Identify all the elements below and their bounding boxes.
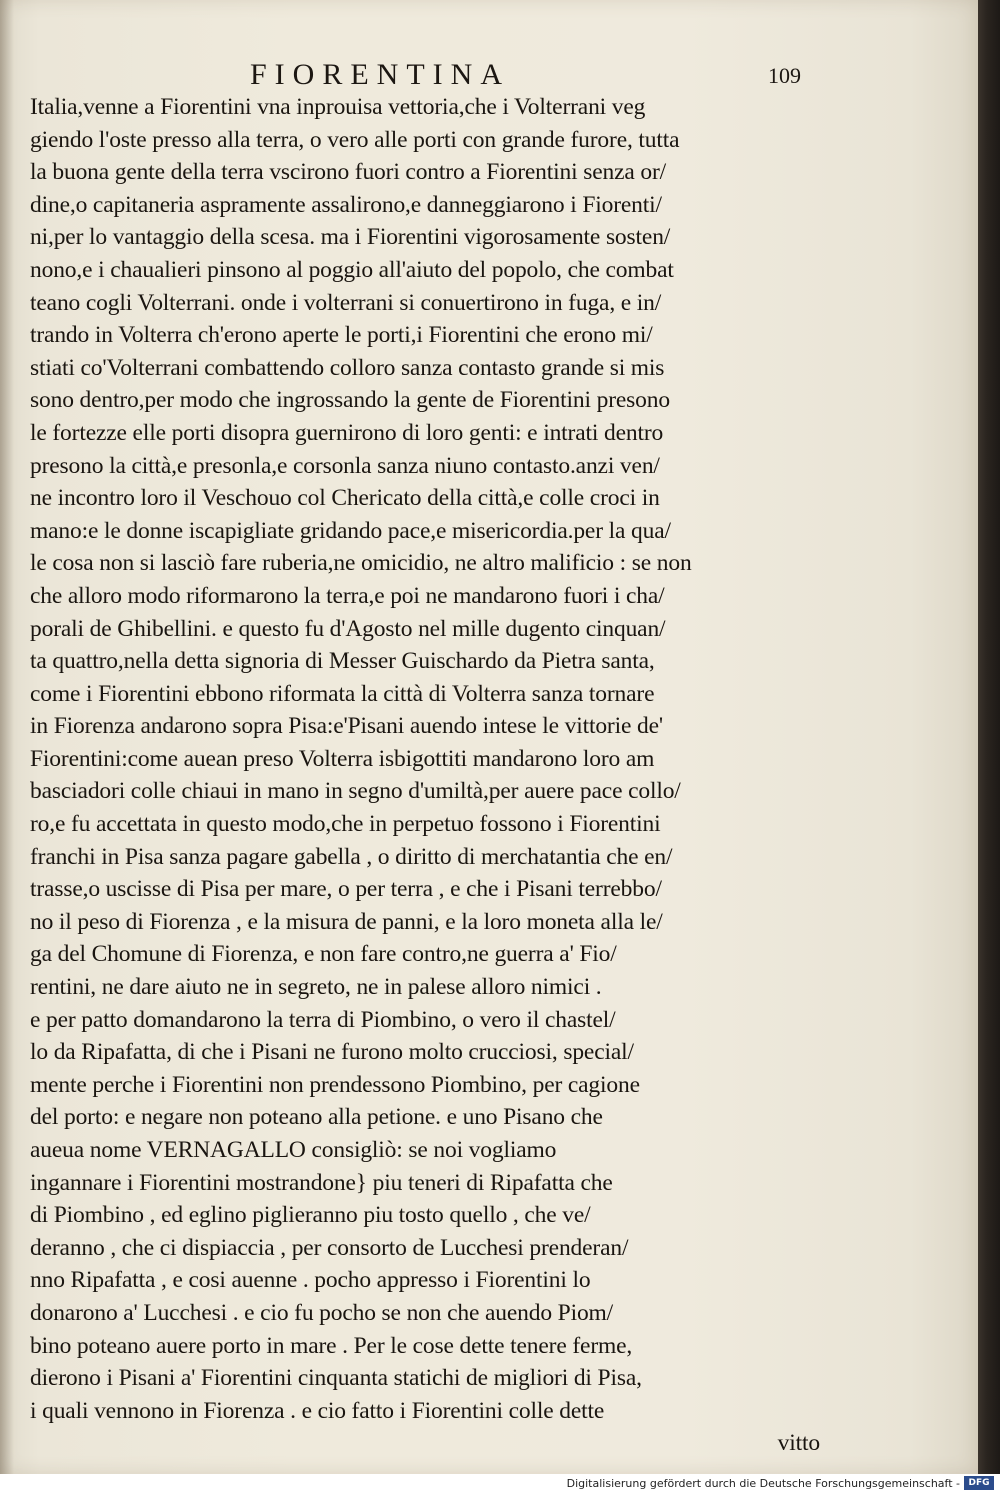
text-line: mano:e le donne iscapigliate gridando pace,e misericordia.per la qua/ (30, 517, 671, 544)
text-line: nno Ripafatta , e cosi auenne . pocho appresso i Fiorentini lo (30, 1267, 591, 1294)
text-line: ta quattro,nella detta signoria di Messer Guischardo da Pietra santa, (30, 648, 655, 675)
text-line: ingannare i Fiorentini mostrandone} piu teneri di Ripafatta che (30, 1169, 613, 1196)
text-line: donarono a' Lucchesi . e cio fu pocho se non che auendo Piom/ (30, 1299, 614, 1326)
text-line: franchi in Pisa sanza pagare gabella , o diritto di merchatantia che en/ (30, 843, 673, 870)
text-line: presono la città,e presonla,e corsonla sanza niuno contasto.anzi ven/ (30, 452, 660, 479)
text-line: no il peso di Fiorenza , e la misura de panni, e la loro moneta alla le/ (30, 908, 663, 935)
gutter-shadow (0, 0, 14, 1474)
page-number: 109 (768, 63, 801, 88)
running-head: FIORENTINA (250, 58, 510, 91)
text-line: basciadori colle chiaui in mano in segno d'umiltà,per auere pace collo/ (30, 778, 681, 805)
text-line: di Piombino , ed eglino piglieranno piu tosto quello , che ve/ (30, 1202, 591, 1229)
text-line: bino poteano auere porto in mare . Per le cose dette tenere ferme, (30, 1332, 633, 1359)
text-line: dierono i Pisani a' Fiorentini cinquanta statichi de migliori di Pisa, (30, 1365, 642, 1392)
text-line: le cosa non si lasciò fare ruberia,ne omicidio, ne altro malificio : se non (30, 550, 692, 577)
text-line: Fiorentini:come auean preso Volterra isbigottiti mandarono loro am (30, 745, 655, 772)
text-line: aueua nome VERNAGALLO consigliò: se noi vogliamo (30, 1137, 557, 1163)
text-line: deranno , che ci dispiaccia , per consorto de Lucchesi prenderan/ (30, 1234, 629, 1261)
text-line: del porto: e negare non poteano alla petione. e uno Pisano che (30, 1104, 603, 1131)
text-line: ne incontro loro il Veschouo col Chericato della città,e colle croci in (30, 485, 660, 512)
catchword: vitto (777, 1430, 820, 1457)
text-line: giendo l'oste presso alla terra, o vero alle porti con grande furore, tutta (30, 126, 680, 153)
text-line: lo da Ripafatta, di che i Pisani ne furono molto crucciosi, special/ (30, 1039, 634, 1066)
text-line: la buona gente della terra vscirono fuori contro a Fiorentini senza or/ (30, 159, 667, 186)
text-line: che alloro modo riformarono la terra,e poi ne mandarono fuori i cha/ (30, 582, 665, 609)
text-line: trando in Volterra ch'erono aperte le porti,i Fiorentini che erono mi/ (30, 322, 653, 349)
page-edge (978, 0, 1000, 1478)
body-text (30, 91, 820, 1460)
dfg-logo: DFG (964, 1476, 994, 1490)
text-line: nono,e i chaualieri pinsono al poggio all'aiuto del popolo, che combat (30, 256, 674, 283)
text-line: come i Fiorentini ebbono riformata la città di Volterra sanza tornare (30, 680, 655, 707)
text-line: sono dentro,per modo che ingrossando la gente de Fiorentini presono (30, 387, 670, 414)
text-line: in Fiorenza andarono sopra Pisa:e'Pisani auendo intese le vittorie de' (30, 713, 663, 740)
text-line: teano cogli Volterrani. onde i volterrani si conuertirono in fuga, e in/ (30, 289, 662, 316)
text-line: dine,o capitaneria aspramente assalirono,e danneggiarono i Fiorenti/ (30, 191, 662, 218)
text-line: mente perche i Fiorentini non prendessono Piombino, per cagione (30, 1071, 640, 1098)
text-line: Italia,venne a Fiorentini vna inprouisa vettoria,che i Volterrani veg (30, 94, 646, 120)
text-line: le fortezze elle porti disopra guernirono di loro genti: e intrati dentro (30, 419, 664, 446)
text-line: i quali vennono in Fiorenza . e cio fatto i Fiorentini colle dette (30, 1397, 605, 1424)
text-line: ga del Chomune di Fiorenza, e non fare contro,ne guerra a' Fio/ (30, 941, 617, 968)
funding-credit: Digitalisierung gefördert durch die Deutsche Forschungsgemeinschaft - (566, 1477, 960, 1490)
text-line: ni,per lo vantaggio della scesa. ma i Fiorentini vigorosamente sosten/ (30, 224, 671, 251)
text-line: porali de Ghibellini. e questo fu d'Agosto nel mille dugento cinquan/ (30, 615, 666, 642)
text-line: ro,e fu accettata in questo modo,che in perpetuo fossono i Fiorentini (30, 811, 661, 838)
footer-bar (0, 1474, 1000, 1493)
text-line: trasse,o uscisse di Pisa per mare, o per terra , e che i Pisani terrebbo/ (30, 876, 662, 903)
text-line: e per patto domandarono la terra di Piombino, o vero il chastel/ (30, 1006, 616, 1033)
page-header (0, 56, 978, 94)
text-line: rentini, ne dare aiuto ne in segreto, ne in palese alloro nimici . (30, 974, 602, 1001)
text-line: stiati co'Volterrani combattendo colloro sanza contasto grande si mis (30, 354, 665, 381)
